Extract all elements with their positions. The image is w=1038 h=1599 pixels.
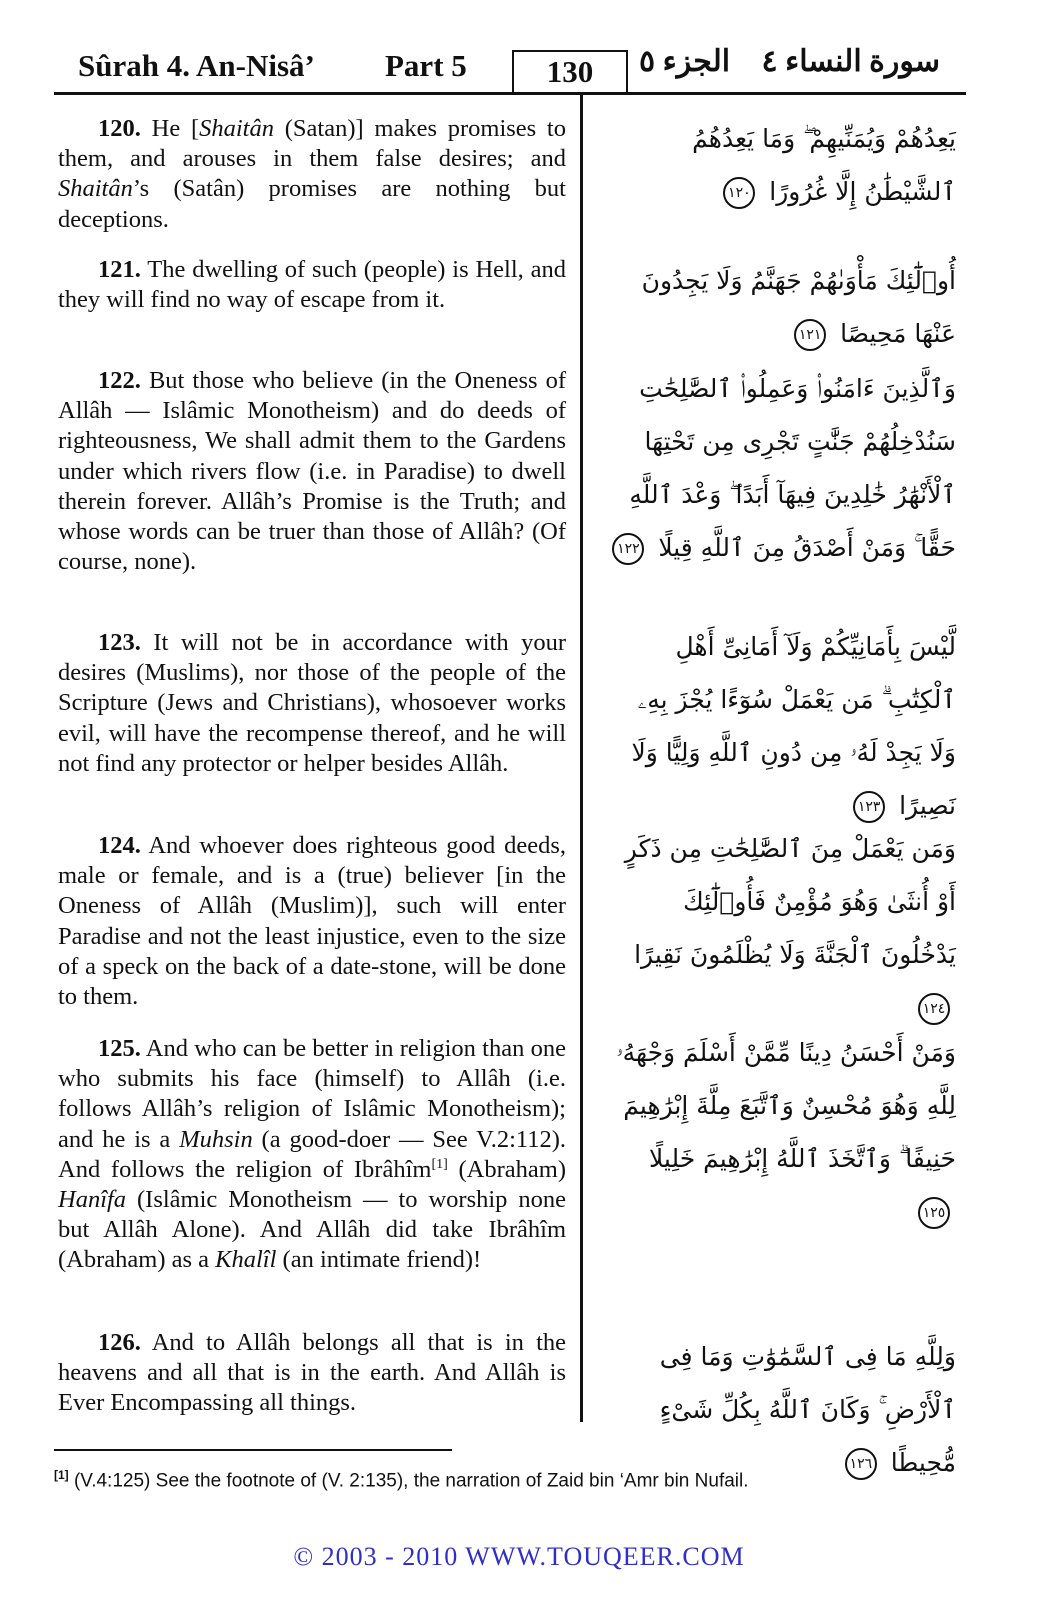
arabic-text: وَلِلَّهِ مَا فِى ٱلسَّمَٰوَٰتِ وَمَا فِى ٱلْأَرْضِ ۚ وَكَانَ ٱللَّهُ بِكُلِّ شَىْءٍ مُّحِيطًا (659, 1342, 956, 1477)
verse-125-english (58, 1034, 566, 1276)
arabic-text: أُو۟لَٰٓئِكَ مَأْوَىٰهُمْ جَهَنَّمُ وَلَا يَجِدُونَ عَنْهَا مَحِيصًا (641, 266, 956, 348)
footnote (54, 1468, 984, 1492)
verse-text: The dwelling of such (people) is Hell, and they will find no way of escape from it. (58, 256, 566, 314)
column-divider (580, 95, 583, 1422)
verse-124-english (58, 831, 566, 1012)
ayah-number-marker: ١٢٠ (723, 177, 755, 209)
verse-123-arabic (604, 620, 956, 832)
verse-text: And who can be better in religion than one who submits his face (himself) to Allâh (i.e. follows Allâh’s religion of Islâmic Monotheism); and he is a Muhsin (a good-doer — See V.2:112). And follows the religion of Ibrâhîm[1] (Abraham) Hanîfa (Islâmic Monotheism — to worship none but Allâh Alone). And Allâh did take Ibrâhîm (Abraham) as a Khalîl (an intimate friend)! (58, 1035, 567, 1274)
verse-number: 124. (98, 832, 141, 859)
verse-120-english (58, 114, 566, 235)
header-divider (54, 92, 966, 95)
verse-122-arabic (604, 362, 956, 574)
arabic-text: وَٱلَّذِينَ ءَامَنُوا۟ وَعَمِلُوا۟ ٱلصَّٰلِحَٰتِ سَنُدْخِلُهُمْ جَنَّٰتٍ تَجْرِى مِن تَحْتِهَا ٱلْأَنْهَٰرُ خَٰلِدِينَ فِيهَآ أَبَدًا ۖ وَعْدَ ٱللَّهِ حَقًّا ۚ وَمَنْ أَصْدَقُ مِنَ ٱللَّهِ قِيلًا (629, 374, 956, 562)
verse-text: It will not be in accordance with your desires (Muslims), nor those of the people of the Scripture (Jews and Christians), whosoever works evil, will have the recompense thereof, and he will not find any protector or helper besides Allâh. (58, 629, 567, 777)
verse-number: 121. (98, 256, 141, 283)
verse-number: 122. (98, 367, 141, 394)
verse-122-english (58, 366, 566, 577)
verse-120-arabic (604, 112, 956, 218)
ayah-number-marker: ١٢٢ (612, 533, 644, 565)
verse-text: And whoever does righteous good deeds, male or female, and is a (true) believer [in the Oneness of Allâh (Muslim)], such will enter Paradise and not the least injustice, even to the size of a speck on the back of a date-stone, will be done to them. (58, 832, 566, 1011)
arabic-text: يَعِدُهُمْ وَيُمَنِّيهِمْ ۖ وَمَا يَعِدُهُمُ ٱلشَّيْطَٰنُ إِلَّا غُرُورًا (692, 124, 956, 206)
arabic-text: لَّيْسَ بِأَمَانِيِّكُمْ وَلَآ أَمَانِىِّ أَهْلِ ٱلْكِتَٰبِ ۗ مَن يَعْمَلْ سُوٓءًا يُجْزَ بِهِۦ وَلَا يَجِدْ لَهُۥ مِن دُونِ ٱللَّهِ وَلِيًّا وَلَا نَصِيرًا (631, 632, 956, 820)
arabic-text: وَمَن يَعْمَلْ مِنَ ٱلصَّٰلِحَٰتِ مِن ذَكَرٍ أَوْ أُنثَىٰ وَهُوَ مُؤْمِنٌ فَأُو۟لَٰٓئِكَ يَدْخُلُونَ ٱلْجَنَّةَ وَلَا يُظْلَمُونَ نَقِيرًا (624, 834, 956, 969)
arabic-part-label: الجزء ٥ (639, 45, 731, 78)
footnote-text: (V.4:125) See the footnote of (V. 2:135), the narration of Zaid bin ‘Amr bin Nufail. (73, 1470, 749, 1492)
ayah-number-marker: ١٢١ (794, 319, 826, 351)
verse-124-arabic (604, 822, 956, 1034)
verse-123-english (58, 628, 566, 779)
verse-number: 120. (98, 115, 141, 142)
part-label: Part 5 (385, 48, 467, 83)
verse-text: And to Allâh belongs all that is in the heavens and all that is in the earth. And Allâh is Ever Encompassing all things. (58, 1329, 566, 1417)
arabic-surah-title: سورة النساء ٤ (761, 45, 940, 78)
surah-title: Sûrah 4. An-Nisâ’ (78, 48, 315, 83)
ayah-number-marker: ١٢٤ (918, 993, 950, 1025)
ayah-number-marker: ١٢٥ (918, 1197, 950, 1229)
verse-121-arabic (604, 254, 956, 360)
verse-number: 123. (98, 629, 141, 656)
verse-number: 126. (98, 1329, 141, 1356)
arabic-text: وَمَنْ أَحْسَنُ دِينًا مِّمَّنْ أَسْلَمَ وَجْهَهُۥ لِلَّهِ وَهُوَ مُحْسِنٌ وَٱتَّبَعَ مِلَّةَ إِبْرَٰهِيمَ حَنِيفًا ۗ وَٱتَّخَذَ ٱللَّهُ إِبْرَٰهِيمَ خَلِيلًا (616, 1038, 956, 1173)
verse-126-english (58, 1328, 566, 1419)
verse-126-arabic (604, 1330, 956, 1489)
verse-121-english (58, 255, 566, 315)
ayah-number-marker: ١٢٦ (845, 1448, 877, 1480)
verse-number: 125. (98, 1035, 141, 1062)
copyright-notice: © 2003 - 2010 WWW.TOUQEER.COM (293, 1542, 745, 1571)
page-number: 130 (512, 50, 628, 92)
footnote-divider (54, 1449, 452, 1451)
verse-text: He [Shaitân (Satan)] makes promises to them, and arouses in them false desires; and Shaitân’s (Satân) promises are nothing but deceptions. (58, 115, 566, 233)
page-header (54, 44, 966, 96)
ayah-number-marker: ١٢٣ (853, 791, 885, 823)
footnote-marker: [1] (54, 1468, 69, 1482)
verse-125-arabic (604, 1026, 956, 1238)
verse-text: But those who believe (in the Oneness of Allâh — Islâmic Monotheism) and do deeds of righteousness, We shall admit them to the Gardens under which rivers flow (i.e. in Paradise) to dwell therein forever. Allâh’s Promise is the Truth; and whose words can be truer than those of Allâh? (Of course, none). (58, 367, 567, 576)
